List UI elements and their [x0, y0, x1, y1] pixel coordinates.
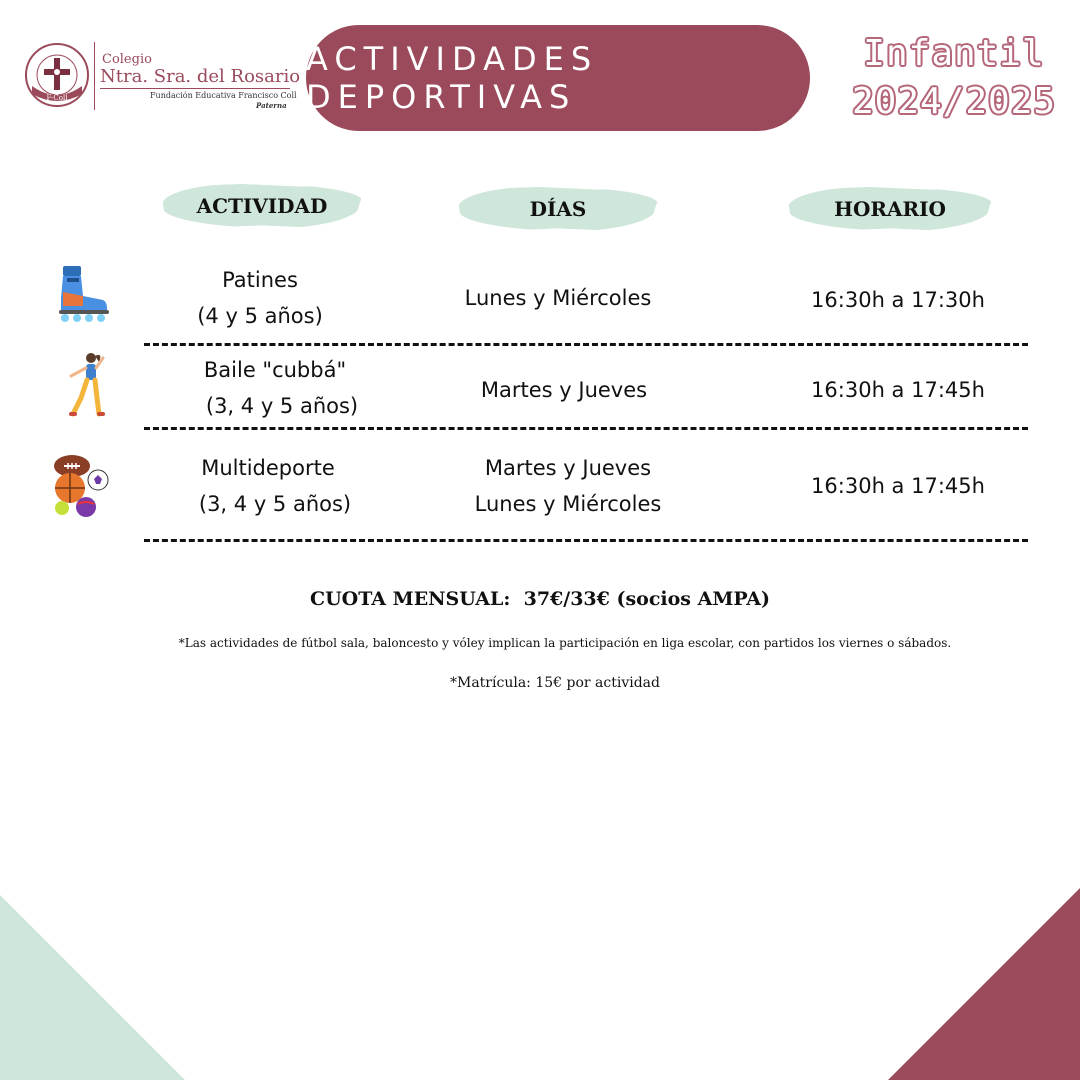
row-divider	[144, 427, 1028, 430]
days-text: Lunes y Miércoles	[464, 286, 652, 310]
year-box	[836, 30, 1072, 126]
activity-cell	[160, 262, 360, 334]
time-cell	[788, 468, 1008, 504]
activity-cell	[172, 352, 392, 424]
activity-name: Multideporte	[201, 456, 335, 480]
days-cell	[444, 372, 684, 408]
days-text: Lunes y Miércoles	[474, 492, 662, 516]
days-text: Martes y Jueves	[484, 456, 652, 480]
school-seal-icon	[24, 42, 90, 108]
days-text: Martes y Jueves	[480, 378, 648, 402]
monthly-fee: CUOTA MENSUAL: 37€/33€ (socios AMPA)	[309, 588, 771, 610]
sports-balls-icon	[50, 452, 110, 522]
logo-underline	[100, 88, 290, 89]
row-divider	[144, 539, 1028, 542]
days-cell	[438, 280, 678, 316]
league-note: *Las actividades de fútbol sala, baloncesto y vóley implican la participación en liga escolar, con partidos los viernes o sábados.	[178, 636, 952, 650]
corner-triangle-left	[0, 895, 185, 1080]
activity-name: Baile "cubbá"	[203, 358, 347, 382]
activity-cell	[165, 450, 385, 522]
title-banner	[306, 25, 810, 131]
page-title: ACTIVIDADES DEPORTIVAS	[306, 40, 599, 116]
school-year: 2024/2025	[851, 81, 1057, 122]
enrollment-note: *Matrícula: 15€ por actividad	[450, 675, 660, 691]
time-text: 16:30h a 17:45h	[811, 378, 985, 402]
corner-triangle-right	[888, 888, 1080, 1080]
time-cell	[788, 282, 1008, 318]
column-header-days-label: DÍAS	[529, 197, 587, 221]
logo-school-name: Ntra. Sra. del Rosario	[100, 66, 301, 87]
activity-ages: (3, 4 y 5 años)	[198, 492, 352, 516]
time-text: 16:30h a 17:30h	[811, 288, 985, 312]
dancer-icon	[55, 350, 115, 420]
activity-ages: (4 y 5 años)	[197, 304, 323, 328]
days-cell	[448, 450, 688, 522]
logo-colegio: Colegio	[102, 52, 152, 67]
time-text: 16:30h a 17:45h	[811, 474, 985, 498]
column-header-schedule	[788, 187, 992, 231]
row-divider	[144, 343, 1028, 346]
column-header-activity	[162, 184, 362, 228]
logo-city: Paterna	[256, 101, 287, 110]
column-header-activity-label: ACTIVIDAD	[196, 194, 328, 218]
time-cell	[788, 372, 1008, 408]
activity-ages: (3, 4 y 5 años)	[205, 394, 359, 418]
column-header-schedule-label: HORARIO	[834, 197, 946, 221]
inline-skate-icon	[53, 262, 113, 332]
logo-divider	[94, 42, 95, 110]
school-level: Infantil	[863, 33, 1045, 74]
column-header-days	[458, 187, 658, 231]
logo-foundation: Fundación Educativa Francisco Coll	[150, 91, 297, 100]
svg-text:F-Coll: F-Coll	[46, 94, 68, 102]
activity-name: Patines	[222, 268, 298, 292]
school-logo	[24, 38, 301, 113]
